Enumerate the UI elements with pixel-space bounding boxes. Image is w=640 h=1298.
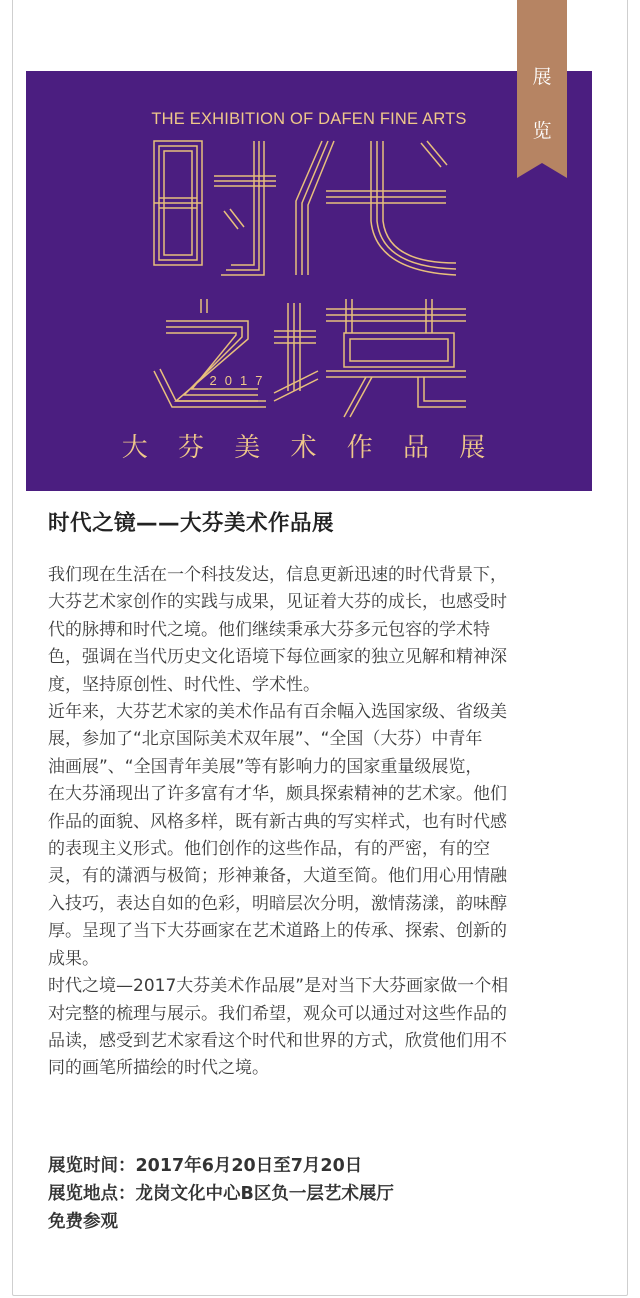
logo-glyph-dai — [296, 141, 456, 275]
body-line: 灵，有的潇洒与极简；形神兼备，大道至简。他们用心用情融 — [48, 866, 507, 887]
poster-chinese-title: 大 芬 美 术 作 品 展 — [121, 433, 497, 463]
exhibition-poster — [26, 71, 592, 491]
body-line: 对完整的梳理与展示。我们希望，观众可以通过对这些作品的 — [48, 1003, 507, 1024]
body-line: 度，坚持原创性、时代性、学术性。 — [48, 674, 320, 695]
body-line: 色，强调在当代历史文化语境下每位画家的独立见解和精神深 — [48, 647, 507, 668]
ribbon-char: 展 — [532, 66, 552, 88]
logo-glyph-zhi — [154, 299, 266, 407]
body-line: 我们现在生活在一个科技发达，信息更新迅速的时代背景下， — [48, 565, 507, 585]
ribbon-label — [517, 50, 567, 158]
free-admission: 免费参观 — [48, 1212, 118, 1232]
poster-english-title: THE EXHIBITION OF DAFEN FINE ARTS — [151, 110, 467, 128]
body-line: 厚。呈现了当下大芬画家在艺术道路上的传承、探索、创新的 — [48, 921, 507, 942]
body-line: 成果。 — [48, 948, 99, 969]
exhibition-place: 展览地点：龙岗文化中心B区负一层艺术展厅 — [48, 1184, 394, 1204]
logo-glyph-jing — [274, 299, 466, 417]
poster-year: 2017 — [209, 373, 271, 388]
article-body — [48, 562, 588, 1083]
logo-glyph-shi — [154, 141, 276, 275]
body-line: 的表现主义形式。他们创作的这些作品，有的严密，有的空 — [48, 839, 490, 860]
body-line: 同的画笔所描绘的时代之境。 — [48, 1058, 269, 1079]
exhibition-info — [48, 1152, 588, 1236]
body-line: 入技巧，表达自如的色彩，明暗层次分明，激情荡漾，韵味醇 — [48, 893, 507, 914]
exhibition-time: 展览时间：2017年6月20日至7月20日 — [48, 1156, 363, 1176]
body-line: 油画展”、“全国青年美展”等有影响力的国家重量级展览， — [48, 756, 483, 777]
body-line: 作品的面貌、风格多样，既有新古典的写实样式，也有时代感 — [48, 811, 507, 832]
body-line: 品读，感受到艺术家看这个时代和世界的方式，欣赏他们用不 — [48, 1030, 507, 1051]
body-line: 在大芬涌现出了许多富有才华，颇具探索精神的艺术家。他们 — [48, 784, 507, 805]
body-line: 代的脉搏和时代之境。他们继续秉承大芬多元包容的学术特 — [48, 619, 490, 640]
ribbon-char: 览 — [532, 120, 552, 142]
body-line: 大芬艺术家创作的实践与成果，见证着大芬的成长，也感受时 — [48, 592, 507, 613]
body-line: 展，参加了“北京国际美术双年展”、“全国（大芬）中青年 — [48, 729, 483, 750]
body-line: 时代之境—2017大芬美术作品展”是对当下大芬画家做一个相 — [48, 976, 509, 997]
body-line: 近年来，大芬艺术家的美术作品有百余幅入选国家级、省级美 — [48, 702, 507, 723]
exhibition-ribbon — [517, 0, 567, 178]
article-title: 时代之镜——大芬美术作品展 — [48, 511, 335, 536]
